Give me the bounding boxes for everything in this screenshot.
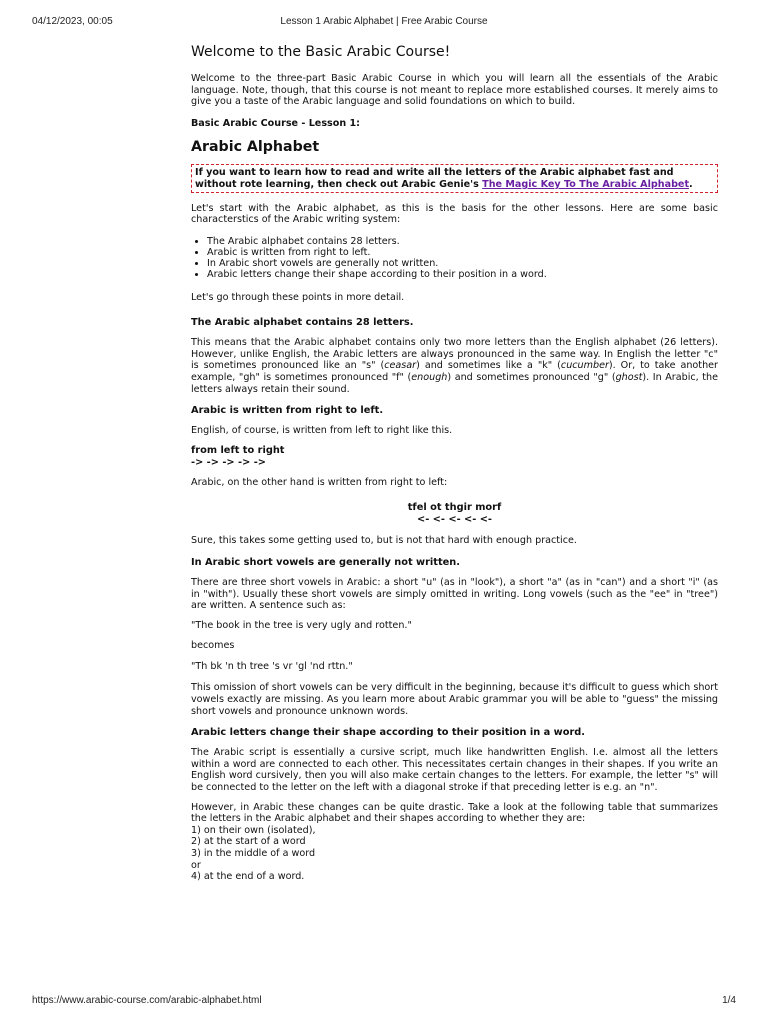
section-heading-28-letters: The Arabic alphabet contains 28 letters. xyxy=(191,317,414,329)
list-item: • The Arabic alphabet contains 28 letters. xyxy=(207,236,718,247)
article-content xyxy=(191,44,718,883)
cursive-paragraph: The Arabic script is essentially a cursive script, much like handwritten English. I.e. almost all the letters within a word are connected to each other. This necessitates certain changes in their shapes. If you write an English word cursively, then you will also make certain changes to the letters. For example, the letter "s" will be connected to the letter on the left with a diagonal stroke if that preceding letter is e.g. an "n". xyxy=(191,747,718,794)
characteristics-list xyxy=(191,236,718,281)
list-item: 1) on their own (isolated), xyxy=(191,824,316,836)
short-vowels-paragraph: There are three short vowels in Arabic: a short "u" (as in "look"), a short "a" (as in "can") and a short "i" (as in "with"). Usually these short vowels are simply omitted in writing. Long vowels (such as the "ee" in "tree") are written. A sentence such as: xyxy=(191,576,718,612)
ltr-arrows: -> -> -> -> -> xyxy=(191,456,267,468)
promo-callout xyxy=(191,164,718,192)
print-footer xyxy=(32,995,736,1009)
lesson-label: Basic Arabic Course - Lesson 1: xyxy=(191,117,361,129)
lesson-title: Arabic Alphabet xyxy=(191,139,320,156)
section-heading-right-to-left: Arabic is written from right to left. xyxy=(191,405,384,417)
rtl-arrows: <- <- <- <- <- xyxy=(416,514,493,526)
rtl-example xyxy=(191,502,718,526)
goto-paragraph: Let's go through these points in more detail. xyxy=(191,291,405,303)
welcome-title: Welcome to the Basic Arabic Course! xyxy=(191,44,451,60)
practice-paragraph: Sure, this takes some getting used to, but is not that hard with enough practice. xyxy=(191,535,577,547)
list-item: 2) at the start of a word xyxy=(191,836,306,848)
callout-period: . xyxy=(689,178,693,190)
list-item: • In Arabic short vowels are generally not written. xyxy=(207,258,718,269)
rtl-text: tfel ot thgir morf xyxy=(407,502,502,514)
positions-list xyxy=(191,825,718,883)
magic-key-link[interactable]: The Magic Key To The Arabic Alphabet xyxy=(482,178,690,190)
ltr-paragraph: English, of course, is written from left to right like this. xyxy=(191,425,453,437)
example-sentence: "The book in the tree is very ugly and rotten." xyxy=(191,619,412,631)
print-page-title: Lesson 1 Arabic Alphabet | Free Arabic Course xyxy=(280,16,488,27)
becomes-text: becomes xyxy=(191,640,235,652)
list-item: • Arabic letters change their shape according to their position in a word. xyxy=(207,269,718,280)
section-heading-short-vowels: In Arabic short vowels are generally not written. xyxy=(191,556,460,568)
section-heading-letter-shapes: Arabic letters change their shape according to their position in a word. xyxy=(191,727,586,739)
list-item: 4) at the end of a word. xyxy=(191,871,305,883)
rtl-paragraph: Arabic, on the other hand is written from right to left: xyxy=(191,476,448,488)
print-page-number: 1/4 xyxy=(722,995,736,1006)
example-sentence-no-vowels: "Th bk 'n th tree 's vr 'gl 'nd rttn." xyxy=(191,660,353,672)
intro-paragraph: Welcome to the three-part Basic Arabic Course in which you will learn all the essentials of the Arabic language. Note, though, that this course is not meant to replace more established courses. It merely aims to give you a taste of the Arabic language and solid foundations on which to build. xyxy=(191,73,718,108)
ltr-text: from left to right xyxy=(191,444,285,456)
start-paragraph: Let's start with the Arabic alphabet, as this is the basis for the other lessons. Here are some basic characterstics of the Arabic writing system: xyxy=(191,202,718,226)
section-28-letters-paragraph: This means that the Arabic alphabet contains only two more letters than the English alphabet (26 letters). However, unlike English, the Arabic letters are always pronounced in the same way. In English the letter "c" is sometimes pronounced like an "s" (ceasar) and sometimes like a "k" (cucumber). Or, to take another example, "gh" is sometimes pronounced "f" (enough) and sometimes pronounced "g" (ghost). In Arabic, the letters always retain their sound. xyxy=(191,337,719,395)
print-url: https://www.arabic-course.com/arabic-alphabet.html xyxy=(32,995,262,1006)
list-item: 3) in the middle of a word xyxy=(191,848,316,859)
drastic-paragraph: However, in Arabic these changes can be quite drastic. Take a look at the following table that summarizes the letters in the Arabic alphabet and their shapes according to whether they are: xyxy=(191,801,718,825)
list-item: • Arabic is written from right to left. xyxy=(207,247,718,258)
print-header xyxy=(32,16,736,30)
print-datetime: 04/12/2023, 00:05 xyxy=(32,16,113,27)
callout-text: If you want to learn how to read and write all the letters of the Arabic alphabet fast and without rote learning, then check out Arabic Genie's xyxy=(195,167,674,190)
omission-paragraph: This omission of short vowels can be very difficult in the beginning, because it's difficult to guess which short vowels exactly are missing. As you learn more about Arabic grammar you will be able to "guess" the missing short vowels and pronounce unknown words. xyxy=(191,682,718,717)
list-item: or xyxy=(191,859,201,871)
ltr-example xyxy=(191,445,718,469)
